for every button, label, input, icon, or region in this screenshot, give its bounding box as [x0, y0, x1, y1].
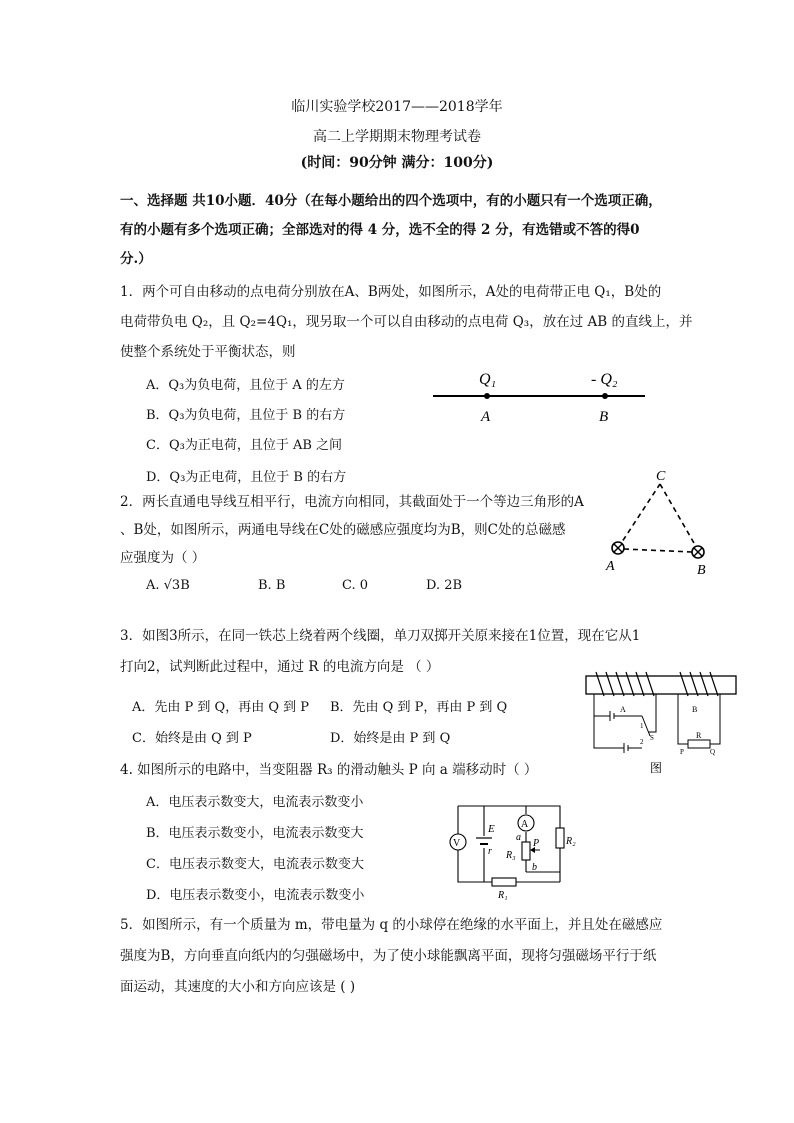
q4-a-end-label: a: [516, 832, 521, 843]
q3-switch-1-label: 1: [640, 722, 644, 730]
q2-wire-a-icon: [612, 542, 624, 554]
q5-stem-line-1: 5．如图所示，有一个质量为 m，带电量为 q 的小球停在绝缘的水平面上，并且处在磁感应: [120, 917, 663, 933]
q3-figure: [584, 668, 740, 776]
q1-a-label: A: [481, 409, 491, 425]
q4-rheostat-r3: [522, 842, 530, 860]
q4-option-a: A．电压表示数变大，电流表示数变小: [146, 795, 364, 810]
q3-resistor-r: [688, 740, 710, 748]
q1-stem-line-3: 使整个系统处于平衡状态，则: [120, 344, 296, 360]
q1-stem-line-1: 1．两个可自由移动的点电荷分别放在A、B两处，如图所示，A处的电荷带正电 Q₁，B处的: [120, 284, 662, 300]
q3-stem-line-1: 3．如图3所示，在同一铁芯上绕着两个线圈，单刀双掷开关原来接在1位置，现在它从1: [120, 628, 641, 644]
q1-option-a: A．Q₃为负电荷，且位于 A 的左方: [146, 378, 345, 393]
q1-stem-line-2: 电荷带负电 Q₂，且 Q₂=4Q₁，现另取一个可以自由移动的点电荷 Q₃，放在过 AB 的直线上，并: [120, 314, 693, 330]
q2-c-label: C: [656, 469, 666, 484]
q1-option-b: B．Q₃为负电荷，且位于 B 的右方: [146, 408, 346, 423]
q4-r-label: r: [488, 846, 492, 857]
section-heading-line-1: 一、选择题 共10小题．40分（在每小题给出的四个选项中，有的小题只有一个选项正确，: [120, 193, 662, 209]
q2-option-c: C. 0: [342, 578, 369, 593]
q3-stem-line-2: 打向2，试判断此过程中，通过 R 的电流方向是 （ ）: [120, 659, 440, 675]
q2-stem-line-2: 、B处，如图所示，两通电导线在C处的磁感应强度均为B，则C处的总磁感: [120, 522, 566, 538]
q3-option-b: B．先由 Q 到 P，再由 P 到 Q: [330, 700, 508, 715]
q4-p-label: P: [533, 838, 540, 849]
q2-edge-ac: [618, 484, 660, 548]
q4-stem: 4. 如图所示的电路中，当变阻器 R₃ 的滑动触头 P 向 a 端移动时（ ）: [120, 762, 538, 778]
q4-b-end-label: b: [532, 862, 537, 873]
q3-figure-caption: 图: [650, 761, 663, 775]
q2-b-label: B: [697, 563, 706, 578]
section-heading-line-2: 有的小题有多个选项正确；全部选对的得 4 分，选不全的得 2 分，有选错或不答的得0: [120, 222, 640, 238]
q2-a-label: A: [606, 559, 615, 574]
q1-point-b: [602, 393, 608, 399]
q2-option-a: A. √3B: [146, 578, 190, 593]
q3-s-label: S: [650, 734, 654, 742]
q1-option-d: D．Q₃为正电荷，且位于 B 的右方: [146, 470, 347, 485]
q4-voltmeter-label: V: [453, 838, 461, 849]
time-score-line: (时间：90分钟 满分：100分): [300, 155, 494, 171]
q2-stem-line-3: 应强度为（ ）: [120, 550, 206, 566]
q1-figure: [425, 362, 655, 432]
q4-r2-label: R₂: [566, 836, 576, 847]
q1-q1-label: Q₁: [479, 371, 497, 388]
q1-point-a: [484, 393, 490, 399]
q3-q-label: Q: [710, 748, 716, 756]
q5-stem-line-3: 面运动，其速度的大小和方向应该是 ( ): [120, 979, 356, 995]
q3-b-label: B: [692, 705, 698, 714]
q3-left-circuit: [594, 694, 656, 753]
school-title: 临川实验学校2017——2018学年: [291, 99, 503, 115]
q3-r-label: R: [696, 731, 702, 740]
q4-option-d: D．电压表示数变小，电流表示数变小: [146, 888, 365, 903]
q1-b-label: B: [599, 409, 609, 425]
q2-stem-line-1: 2．两长直通电导线互相平行，电流方向相同，其截面处于一个等边三角形的A: [120, 494, 584, 510]
q4-resistor-r2: [556, 828, 564, 848]
q1-option-c: C．Q₃为正电荷，且位于 AB 之间: [146, 438, 343, 453]
q3-a-label: A: [620, 705, 626, 714]
q2-wire-b-icon: [692, 546, 704, 558]
q4-ammeter-label: A: [521, 819, 529, 830]
q4-r1-label: R₁: [498, 890, 508, 901]
q4-e-label: E: [488, 823, 495, 835]
section-heading-line-3: 分.）: [120, 251, 152, 267]
q2-figure: [600, 466, 720, 584]
q3-option-a: A．先由 P 到 Q，再由 Q 到 P: [132, 700, 309, 715]
q3-p-label: P: [680, 748, 684, 756]
q2-edge-cb: [660, 484, 698, 550]
q2-edge-ab: [624, 549, 692, 552]
q4-option-c: C．电压表示数变大，电流表示数变大: [146, 857, 364, 872]
q3-option-d: D．始终是由 P 到 Q: [330, 731, 451, 746]
q4-option-b: B．电压表示数变小，电流表示数变大: [146, 826, 364, 841]
q2-option-d: D. 2B: [426, 578, 463, 593]
q3-switch-2-label: 2: [640, 738, 644, 746]
q4-battery-icon: [476, 838, 492, 844]
q3-option-c: C．始终是由 Q 到 P: [132, 731, 252, 746]
q2-option-b: B. B: [258, 578, 286, 593]
q4-circuit-wires: [458, 806, 560, 882]
q4-figure: [440, 796, 588, 902]
q1-q2-label: - Q₂: [591, 371, 618, 388]
q5-stem-line-2: 强度为B，方向垂直向纸内的匀强磁场中，为了使小球能飘离平面，现将匀强磁场平行于纸: [120, 948, 657, 964]
exam-title: 高二上学期期末物理考试卷: [313, 129, 481, 145]
q4-r3-label: R₃: [506, 850, 516, 861]
q4-resistor-r1: [492, 878, 516, 886]
